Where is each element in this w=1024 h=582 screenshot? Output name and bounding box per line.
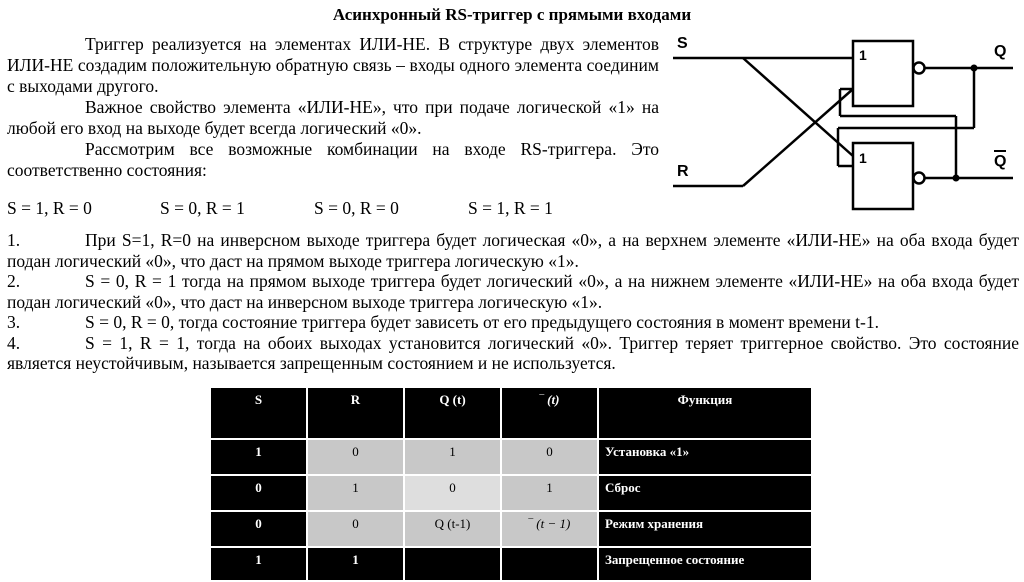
junction-dot-q (971, 65, 978, 72)
header-r: R (307, 387, 404, 439)
table-row (210, 475, 812, 511)
cell: Запрещенное состояние (598, 547, 812, 581)
intro-text (7, 34, 659, 181)
table-row (210, 547, 812, 581)
cell: Установка «1» (598, 439, 812, 475)
cell: 0 (210, 475, 307, 511)
rs-trigger-diagram (668, 26, 1020, 216)
cell: 1 (210, 547, 307, 581)
combination-4: S = 1, R = 1 (468, 198, 553, 218)
case-number: 1. (7, 230, 21, 250)
case-text: S = 0, R = 1 тогда на прямом выходе триггера будет логический «0», а на нижнем элементе «ИЛИ-НЕ» на оба входа будет подан логический «0», что даст на инверсном выходе триггера логическую «1». (7, 271, 1019, 312)
cell (404, 547, 501, 581)
cell: Сброс (598, 475, 812, 511)
case-number: 4. (7, 332, 21, 353)
cell: 1 (307, 547, 404, 581)
cell: ‾ (t − 1) (501, 511, 598, 547)
case-number: 2. (7, 271, 21, 291)
cell: 0 (501, 439, 598, 475)
cell: 0 (307, 511, 404, 547)
label-q: Q (994, 43, 1007, 60)
label-r: R (677, 163, 689, 180)
table-row (210, 439, 812, 475)
label-s: S (677, 35, 688, 52)
header-q: Q (t) (404, 387, 501, 439)
cell: Q (t-1) (404, 511, 501, 547)
case-item (7, 312, 1019, 333)
cell (501, 547, 598, 581)
cell: Режим хранения (598, 511, 812, 547)
header-function: Функция (598, 387, 812, 439)
cell: 0 (404, 475, 501, 511)
combination-2: S = 0, R = 1 (160, 198, 245, 218)
case-text: S = 1, R = 1, тогда на обоих выходах установится логический «0». Триггер теряет триггерное свойство. Это состояние является неустойчивым, называется запрещенным состоянием и не используется. (7, 332, 1019, 373)
table-header-row (210, 387, 812, 439)
header-s: S (210, 387, 307, 439)
intro-paragraph-1: Триггер реализуется на элементах ИЛИ-НЕ. В структуре двух элементов ИЛИ-НЕ создадим положительную обратную связь – входы одного элемента соединим с выходами другого. (7, 34, 659, 96)
truth-table (209, 386, 813, 582)
case-number: 3. (7, 312, 21, 332)
page-title: Асинхронный RS-триггер с прямыми входами (332, 5, 692, 24)
case-text: При S=1, R=0 на инверсном выходе триггера будет логическая «0», а на верхнем элементе «ИЛИ-НЕ» на оба входа будет подан логический «0», что даст на прямом выходе триггера логическую «1». (7, 230, 1019, 271)
cell: 0 (210, 511, 307, 547)
case-item (7, 333, 1019, 374)
header-qbar: ‾ (t) (501, 387, 598, 439)
cell: 1 (307, 475, 404, 511)
case-text: S = 0, R = 0, тогда состояние триггера будет зависеть от его предыдущего состояния в момент времени t-1. (85, 312, 879, 332)
table-row (210, 511, 812, 547)
cases-list (7, 230, 1019, 374)
cell: 1 (501, 475, 598, 511)
label-qbar: Q (994, 153, 1007, 170)
cell: 1 (404, 439, 501, 475)
combination-3: S = 0, R = 0 (314, 198, 399, 218)
upper-inverter-bubble (914, 63, 925, 74)
case-item (7, 271, 1019, 312)
cell: 1 (210, 439, 307, 475)
combination-1: S = 1, R = 0 (7, 198, 92, 218)
junction-dot-qbar (953, 175, 960, 182)
cell: 0 (307, 439, 404, 475)
lower-gate-label: 1 (859, 150, 867, 166)
wire-s-cross (743, 58, 853, 156)
wire-r-cross (743, 89, 853, 186)
intro-paragraph-3: Рассмотрим все возможные комбинации на входе RS-триггера. Это соответственно состояния: (7, 139, 659, 180)
lower-inverter-bubble (914, 173, 925, 184)
case-item (7, 230, 1019, 271)
upper-gate-label: 1 (859, 47, 867, 63)
intro-paragraph-2: Важное свойство элемента «ИЛИ-НЕ», что при подаче логической «1» на любой его вход на выходе будет всегда логический «0». (7, 97, 659, 138)
